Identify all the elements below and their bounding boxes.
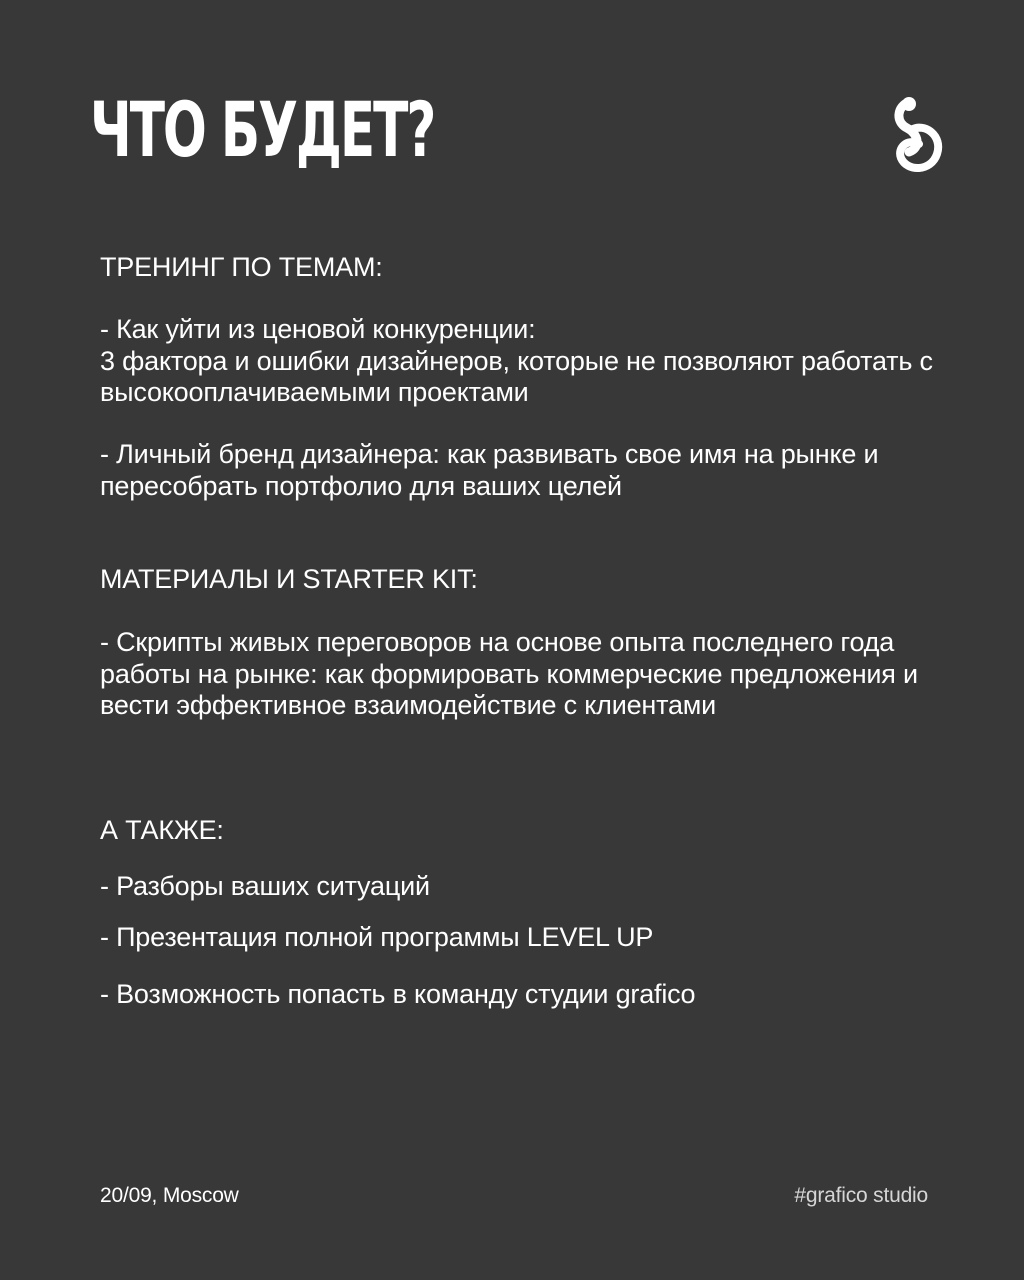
footer-hashtag: #grafico studio <box>794 1184 928 1207</box>
page-title: ЧТО БУДЕТ? <box>90 85 435 174</box>
materials-item-scripts: - Скрипты живых переговоров на основе опыта последнего года работы на рынке: как формировать коммерческие предложения и вести эффективное взаимодействие с клиентами <box>100 627 918 720</box>
also-item-program-presentation: - Презентация полной программы LEVEL UP <box>100 922 654 952</box>
grafico-logo-icon <box>885 96 951 178</box>
section-heading-also: А ТАКЖЕ: <box>100 815 224 845</box>
also-item-case-reviews: - Разборы ваших ситуаций <box>100 871 430 901</box>
footer-date-location: 20/09, Moscow <box>100 1184 239 1207</box>
also-item-join-team: - Возможность попасть в команду студии grafico <box>100 979 696 1009</box>
section-heading-training: ТРЕНИНГ ПО ТЕМАМ: <box>100 252 383 282</box>
training-item-personal-brand: - Личный бренд дизайнера: как развивать свое имя на рынке и пересобрать портфолио для ваших целей <box>100 439 879 501</box>
section-heading-materials: МАТЕРИАЛЫ И STARTER KIT: <box>100 564 478 594</box>
training-item-price-competition: - Как уйти из ценовой конкуренции: 3 фактора и ошибки дизайнеров, которые не позволяют работать с высокооплачиваемыми проектами <box>100 314 933 407</box>
